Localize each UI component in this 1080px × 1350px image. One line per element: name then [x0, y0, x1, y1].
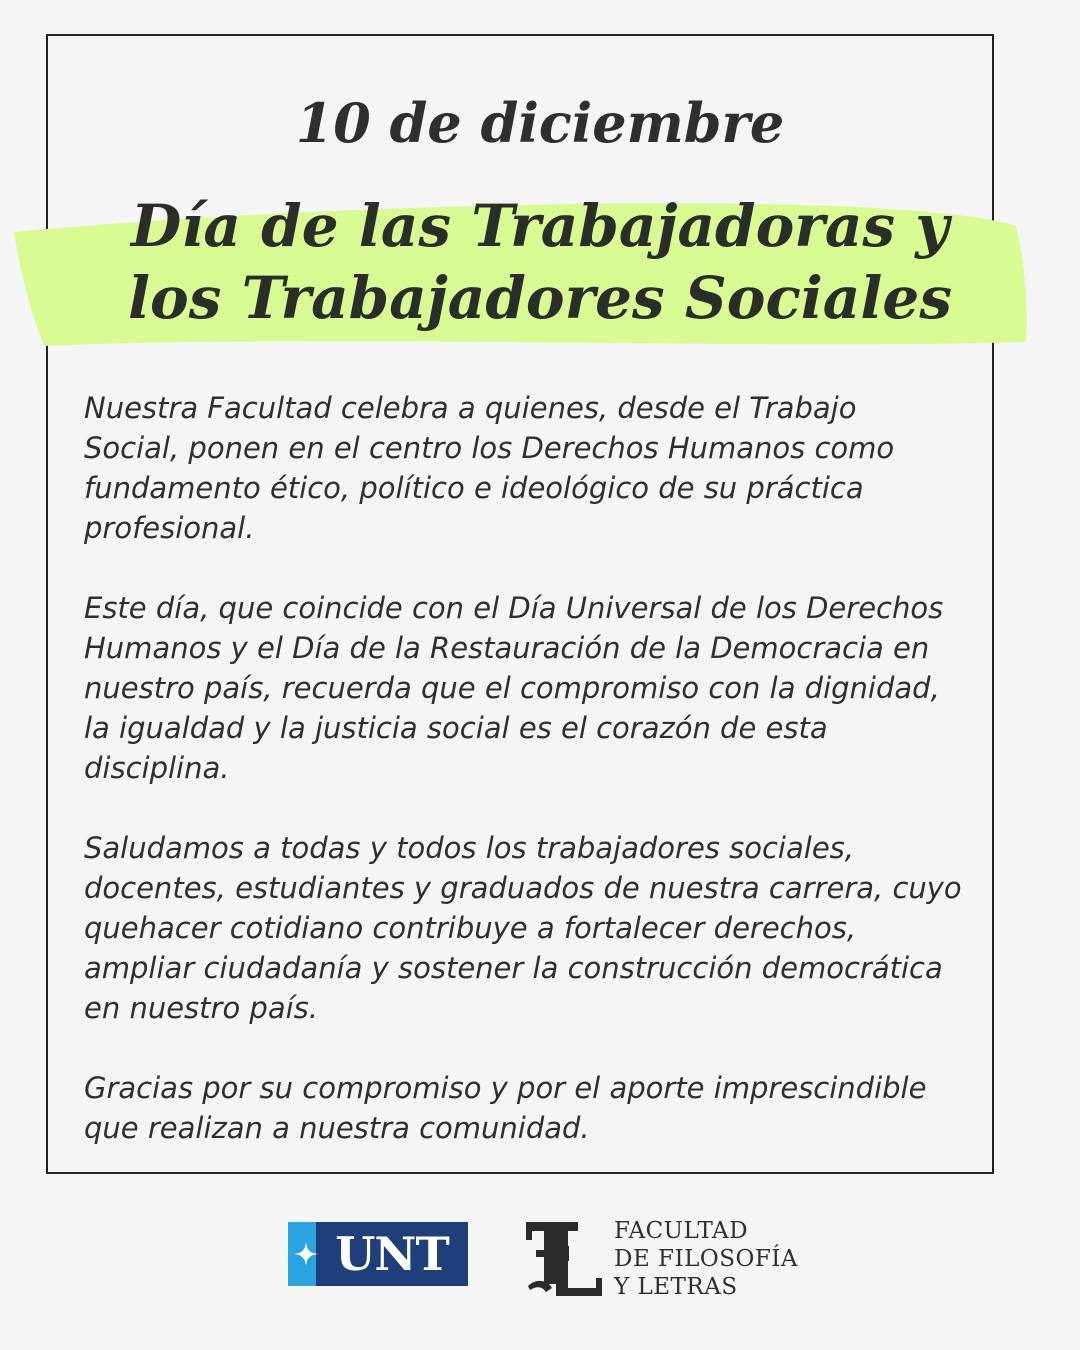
text-line: Social, ponen en el centro los Derechos Humanos como [84, 431, 895, 465]
page-title [0, 190, 1080, 334]
text-line: ampliar ciudadanía y sostener la construcción democrática [84, 951, 943, 985]
text-line: docentes, estudiantes y graduados de nuestra carrera, cuyo [84, 871, 962, 905]
text-line: que realizan a nuestra comunidad. [84, 1111, 590, 1145]
text-line: fundamento ético, político e ideológico de su práctica [84, 471, 864, 505]
text-line: en nuestro país. [84, 991, 318, 1025]
text-line: Nuestra Facultad celebra a quienes, desde el Trabajo [84, 391, 857, 425]
text-line: Este día, que coincide con el Día Universal de los Derechos [84, 591, 944, 625]
text-line: disciplina. [84, 751, 230, 785]
text-line: quehacer cotidiano contribuye a fortalecer derechos, [84, 911, 857, 945]
text-line: profesional. [84, 511, 255, 545]
ffyl-logo-text [614, 1217, 798, 1301]
text-line: Gracias por su compromiso y por el aporte imprescindible [84, 1071, 927, 1105]
unt-logo-text: UNT [316, 1222, 468, 1286]
unt-logo [288, 1222, 468, 1286]
text-line: Saludamos a todas y todos los trabajadores sociales, [84, 831, 854, 865]
ffyl-logo-line: DE FILOSOFÍA [614, 1246, 798, 1272]
message-body [84, 388, 1004, 1148]
ffyl-logo-line: FACULTAD [614, 1218, 749, 1244]
paragraph [84, 828, 1004, 1028]
ffyl-logo-line: Y LETRAS [614, 1274, 738, 1300]
text-line: nuestro país, recuerda que el compromiso con la dignidad, [84, 671, 940, 705]
date-heading: 10 de diciembre [295, 91, 785, 155]
title-line: Día de las Trabajadoras y [131, 192, 949, 260]
text-line: Humanos y el Día de la Restauración de la Democracia en [84, 631, 930, 665]
ffyl-logo [522, 1214, 798, 1304]
ffyl-monogram-icon [522, 1216, 608, 1302]
text-line: la igualdad y la justicia social es el corazón de esta [84, 711, 828, 745]
unt-star-box [288, 1222, 316, 1286]
paragraph [84, 588, 1004, 788]
title-line: los Trabajadores Sociales [128, 264, 952, 332]
star-icon [294, 1242, 318, 1266]
paragraph [84, 388, 1004, 548]
paragraph [84, 1068, 1004, 1148]
